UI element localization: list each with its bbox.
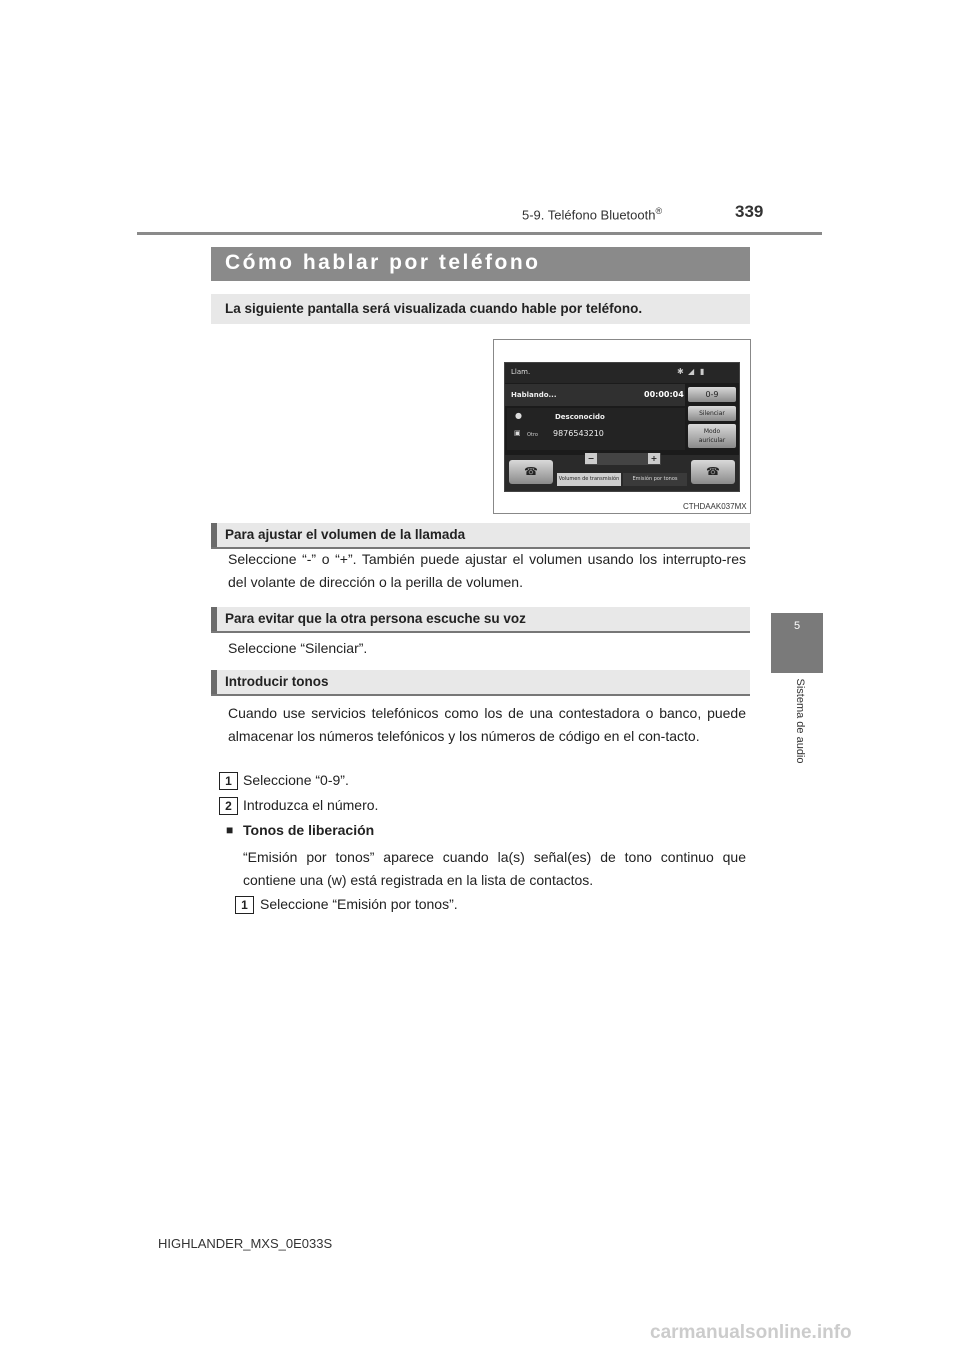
screen-title: Llam.	[511, 368, 531, 376]
phone-type-icon: ▣	[514, 429, 521, 437]
step-number: 1	[235, 896, 254, 914]
paragraph-volume: Seleccione “-” o “+”. También puede ajustar el volumen usando los interrupto-res del volante de dirección o la perilla de volumen.	[228, 551, 746, 590]
paragraph-release-tones: “Emisión por tonos” aparece cuando la(s) señal(es) de tono continuo que contiene una (w) está registrada en la lista de contactos.	[243, 849, 746, 888]
battery-icon: ▮	[700, 367, 705, 376]
tab-tone-emission: Emisión por tonos	[623, 473, 687, 486]
chapter-label: Sistema de audio	[794, 678, 806, 764]
registered-mark: ®	[655, 206, 663, 216]
step-number: 2	[219, 797, 238, 815]
page-number: 339	[735, 202, 764, 221]
header-rule	[137, 232, 822, 235]
subheading-tones: Introducir tonos	[211, 670, 750, 696]
bullet-square: ■	[226, 823, 234, 837]
volume-plus-button: +	[648, 453, 660, 464]
chapter-number: 5	[793, 620, 801, 632]
bluetooth-icon: ✱	[677, 367, 684, 376]
page-title: Cómo hablar por teléfono	[225, 251, 541, 274]
contact-type: Otro	[527, 432, 538, 438]
contact-number: 9876543210	[553, 429, 604, 438]
answer-call-icon: ☎	[509, 460, 553, 484]
document-code: HIGHLANDER_MXS_0E033S	[158, 1236, 333, 1251]
intro-text: La siguiente pantalla será visualizada cuando hable por teléfono.	[225, 301, 643, 316]
signal-icon: ◢	[688, 367, 695, 376]
page-title-bar	[211, 247, 750, 281]
paragraph-tones: Cuando use servicios telefónicos como los de una contestadora o banco, puede almacenar los números telefónicos y los números de código en el con-tacto.	[228, 705, 746, 744]
section-header: 5-9. Teléfono Bluetooth®	[522, 206, 663, 223]
step-text: Seleccione “Emisión por tonos”.	[260, 896, 458, 912]
figure-code: CTHDAAK037MX	[683, 502, 747, 511]
volume-minus-button: −	[585, 453, 597, 464]
step-text: Seleccione “0-9”.	[243, 772, 349, 788]
call-status: Hablando...	[511, 391, 557, 399]
tab-send-volume: Volumen de transmisión	[557, 473, 621, 486]
phone-screen-image	[504, 362, 740, 492]
intro-box	[211, 294, 750, 324]
contact-name: Desconocido	[555, 413, 605, 421]
keypad-button: 0-9	[688, 387, 736, 402]
watermark: carmanualsonline.info	[650, 1322, 852, 1343]
subheading-volume: Para ajustar el volumen de la llamada	[211, 523, 750, 549]
hang-up-icon: ☎	[691, 460, 735, 484]
call-timer: 00:00:04	[644, 390, 684, 399]
step-text: Introduzca el número.	[243, 797, 379, 813]
mute-button: Silenciar	[688, 406, 736, 421]
step-number: 1	[219, 772, 238, 790]
paragraph-mute: Seleccione “Silenciar”.	[228, 640, 368, 656]
subheading-mute: Para evitar que la otra persona escuche su voz	[211, 607, 750, 633]
person-icon: ●	[515, 411, 522, 420]
handset-mode-button: Modo auricular	[688, 424, 736, 448]
subsection-title: Tonos de liberación	[243, 822, 375, 838]
